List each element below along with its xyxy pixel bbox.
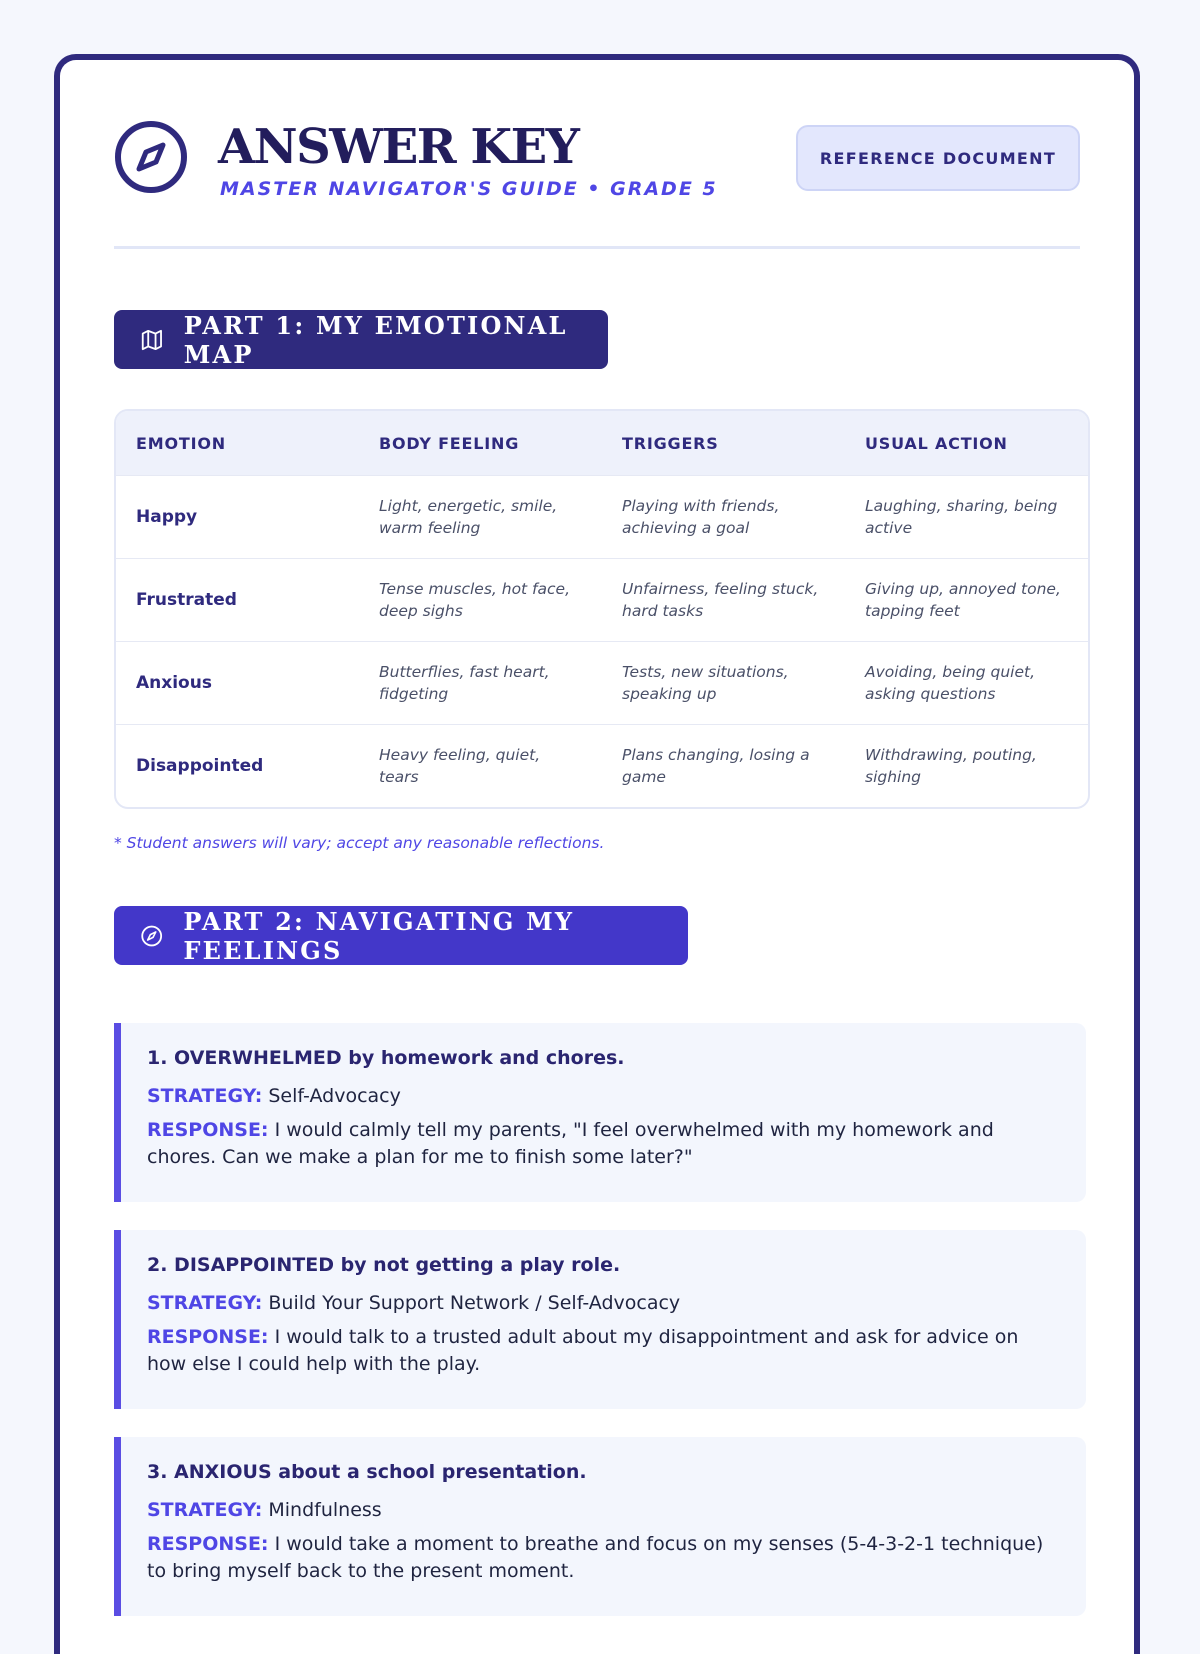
body-feeling-cell: Heavy feeling, quiet, tears bbox=[359, 725, 602, 808]
strategy-label: STRATEGY: bbox=[147, 1292, 263, 1314]
response-label: RESPONSE: bbox=[147, 1119, 269, 1141]
part2-section-header bbox=[114, 906, 688, 965]
reference-document-badge: REFERENCE DOCUMENT bbox=[796, 125, 1080, 191]
column-header-triggers: TRIGGERS bbox=[602, 411, 845, 476]
strategy-value: Self-Advocacy bbox=[268, 1085, 401, 1107]
body-feeling-cell: Tense muscles, hot face, deep sighs bbox=[359, 559, 602, 642]
strategy-line bbox=[147, 1290, 1060, 1317]
response-value: I would calmly tell my parents, "I feel overwhelmed with my homework and chores. Can we make a plan for me to finish some later?" bbox=[147, 1119, 994, 1168]
scenario-card bbox=[114, 1437, 1086, 1616]
response-line bbox=[147, 1324, 1060, 1378]
table-row bbox=[116, 725, 1088, 808]
column-header-body-feeling: BODY FEELING bbox=[359, 411, 602, 476]
grading-note: * Student answers will vary; accept any reasonable reflections. bbox=[114, 834, 605, 852]
table-row bbox=[116, 559, 1088, 642]
scenario-heading: 2. DISAPPOINTED by not getting a play role. bbox=[147, 1254, 621, 1276]
emotional-map-table bbox=[114, 409, 1090, 809]
strategy-value: Mindfulness bbox=[268, 1499, 382, 1521]
usual-action-cell: Avoiding, being quiet, asking questions bbox=[845, 642, 1088, 725]
strategy-line bbox=[147, 1083, 1060, 1110]
triggers-cell: Unfairness, feeling stuck, hard tasks bbox=[602, 559, 845, 642]
part2-title: PART 2: NAVIGATING MY FEELINGS bbox=[183, 906, 575, 965]
emotion-cell: Disappointed bbox=[116, 725, 359, 808]
triggers-cell: Playing with friends, achieving a goal bbox=[602, 476, 845, 559]
column-header-emotion: EMOTION bbox=[116, 411, 359, 476]
response-label: RESPONSE: bbox=[147, 1533, 269, 1555]
map-icon bbox=[140, 327, 164, 353]
part1-section-header bbox=[114, 310, 608, 369]
strategy-label: STRATEGY: bbox=[147, 1499, 263, 1521]
compass-icon bbox=[114, 120, 188, 194]
response-line bbox=[147, 1117, 1060, 1171]
emotion-cell: Frustrated bbox=[116, 559, 359, 642]
compass-icon bbox=[140, 923, 163, 949]
triggers-cell: Tests, new situations, speaking up bbox=[602, 642, 845, 725]
response-label: RESPONSE: bbox=[147, 1326, 269, 1348]
usual-action-cell: Giving up, annoyed tone, tapping feet bbox=[845, 559, 1088, 642]
scenario-heading: 1. OVERWHELMED by homework and chores. bbox=[147, 1047, 625, 1069]
body-feeling-cell: Butterflies, fast heart, fidgeting bbox=[359, 642, 602, 725]
scenario-heading: 3. ANXIOUS about a school presentation. bbox=[147, 1461, 587, 1483]
column-header-usual-action: USUAL ACTION bbox=[845, 411, 1088, 476]
table-header-row bbox=[116, 411, 1088, 476]
strategy-line bbox=[147, 1497, 1060, 1524]
strategy-label: STRATEGY: bbox=[147, 1085, 263, 1107]
table-row bbox=[116, 476, 1088, 559]
page-header bbox=[114, 60, 1080, 249]
triggers-cell: Plans changing, losing a game bbox=[602, 725, 845, 808]
page-subtitle: MASTER NAVIGATOR'S GUIDE • GRADE 5 bbox=[220, 178, 718, 200]
table-row bbox=[116, 642, 1088, 725]
response-line bbox=[147, 1531, 1060, 1585]
body-feeling-cell: Light, energetic, smile, warm feeling bbox=[359, 476, 602, 559]
scenario-card bbox=[114, 1230, 1086, 1409]
usual-action-cell: Laughing, sharing, being active bbox=[845, 476, 1088, 559]
emotion-cell: Happy bbox=[116, 476, 359, 559]
page-title: ANSWER KEY bbox=[218, 119, 579, 175]
answer-key-sheet bbox=[54, 54, 1140, 1654]
usual-action-cell: Withdrawing, pouting, sighing bbox=[845, 725, 1088, 808]
emotion-cell: Anxious bbox=[116, 642, 359, 725]
response-value: I would talk to a trusted adult about my disappointment and ask for advice on how else I could help with the play. bbox=[147, 1326, 1019, 1375]
part1-title: PART 1: MY EMOTIONAL MAP bbox=[183, 310, 568, 369]
response-value: I would take a moment to breathe and focus on my senses (5-4-3-2-1 technique) to bring myself back to the present moment. bbox=[147, 1533, 1044, 1582]
strategy-value: Build Your Support Network / Self-Advocacy bbox=[268, 1292, 681, 1314]
scenario-card bbox=[114, 1023, 1086, 1202]
